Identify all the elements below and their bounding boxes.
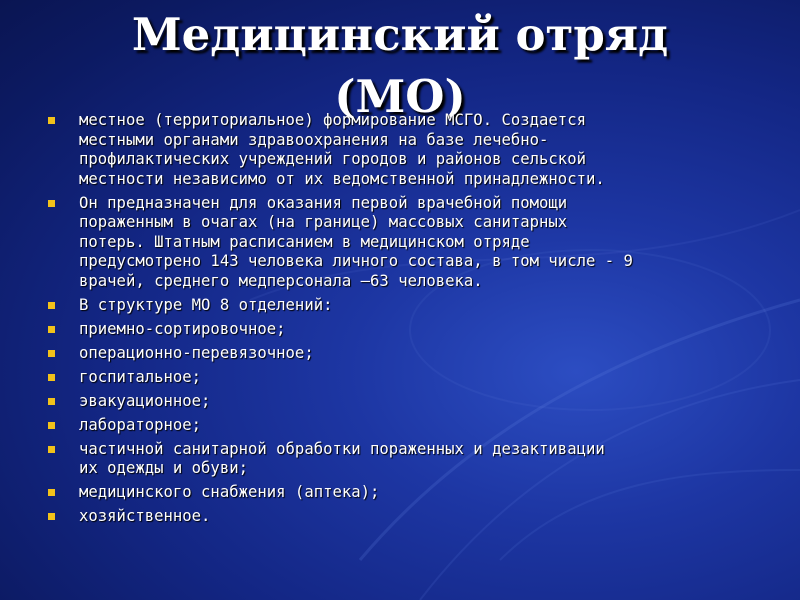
slide-title-line-1: Медицинский отряд: [131, 8, 669, 61]
bullet-item-structure: [46, 296, 766, 316]
slide-title: [0, 4, 800, 128]
text-line: госпитальное;: [79, 367, 202, 386]
bullet-item-department: [46, 320, 766, 340]
text-line: приемно-сортировочное;: [79, 319, 286, 338]
square-bullet-icon: [48, 350, 55, 357]
text-line: профилактических учреждений городов и районов сельской: [79, 150, 586, 168]
text-line: частичной санитарной обработки пораженных и дезактивации: [79, 439, 605, 458]
text-line: хозяйственное.: [79, 507, 211, 525]
text-line: потерь. Штатным расписанием в медицинском отряде: [79, 232, 530, 251]
slide-title-line-2: (МО): [334, 70, 466, 123]
square-bullet-icon: [48, 446, 55, 453]
text-line: Он предназначен для оказания первой врачебной помощи: [79, 193, 568, 212]
text-line: операционно-перевязочное;: [79, 343, 314, 362]
text-line: медицинского снабжения (аптека);: [79, 483, 380, 501]
square-bullet-icon: [48, 489, 55, 496]
text-line: лабораторное;: [79, 415, 202, 434]
square-bullet-icon: [48, 398, 55, 405]
text-line: местными органами здравоохранения на базе лечебно-: [79, 130, 549, 149]
bullet-item-mo-definition: [46, 111, 766, 189]
square-bullet-icon: [48, 302, 55, 309]
bullet-item-department: [46, 368, 766, 388]
bullet-item-department: [46, 344, 766, 364]
bullet-item-purpose: [46, 194, 766, 292]
square-bullet-icon: [48, 326, 55, 333]
text-line: В структуре МО 8 отделений:: [79, 295, 333, 314]
text-line: эвакуационное;: [79, 391, 211, 410]
square-bullet-icon: [48, 374, 55, 381]
square-bullet-icon: [48, 513, 55, 520]
square-bullet-icon: [48, 422, 55, 429]
bullet-item-department: [46, 507, 766, 527]
bullet-item-department: [46, 392, 766, 412]
text-line: предусмотрено 143 человека личного состава, в том числе - 9: [79, 252, 633, 270]
text-line: местности независимо от их ведомственной принадлежности.: [79, 169, 605, 188]
text-line: пораженным в очагах (на границе) массовых санитарных: [79, 213, 568, 231]
bullet-list: [46, 111, 766, 531]
text-line: их одежды и обуви;: [79, 459, 248, 477]
bullet-item-department: [46, 440, 766, 479]
bullet-item-department: [46, 483, 766, 503]
bullet-item-department: [46, 416, 766, 436]
square-bullet-icon: [48, 117, 55, 124]
text-line: врачей, среднего медперсонала –63 человека.: [79, 271, 483, 290]
text-line: местное (территориальное) формирование МСГО. Создается: [79, 111, 586, 129]
square-bullet-icon: [48, 200, 55, 207]
